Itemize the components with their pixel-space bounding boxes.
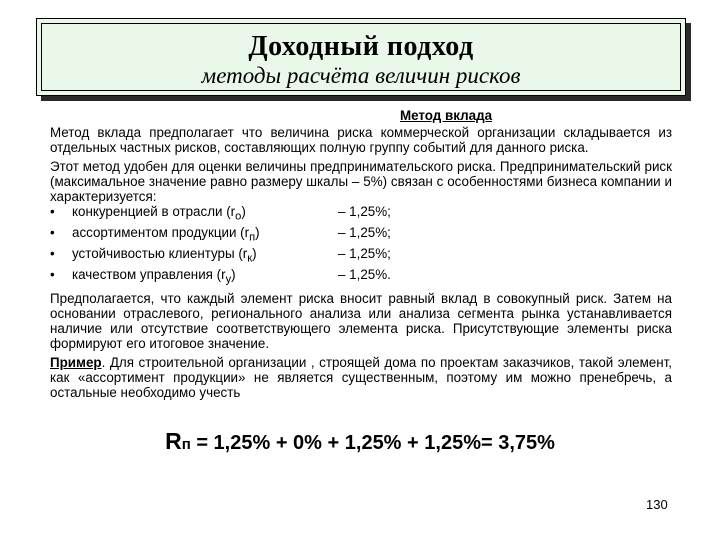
header-box <box>36 18 686 96</box>
example-label: Пример <box>50 354 102 370</box>
bullet-marker: • <box>50 204 55 220</box>
risk-formula <box>0 428 720 455</box>
formula-symbol: R <box>165 428 182 454</box>
bullet-text: ассортиментом продукции (r <box>72 225 250 241</box>
bullet-marker: • <box>50 245 55 261</box>
content-area <box>50 108 672 403</box>
paragraph-description: Этот метод удобен для оценки величины предпринимательского риска. Предпринимательский риск (максимальное значение равно размеру шкалы – 5%) связан с особенностями бизнеса компании и характеризуется: <box>50 158 672 205</box>
bullet-text: качеством управления (r <box>72 266 226 282</box>
bullet-value: – 1,25%; <box>338 204 391 220</box>
paragraph-assumption: Предполагается, что каждый элемент риска вносит равный вклад в совокупный риск. Затем на основании отраслевого, регионального анализа или анализа сегмента рынка устанавливается наличие или отсутствие соответствующего элемента риска. Присутствующие элементы риска формируют его итоговое значение. <box>50 290 672 352</box>
bullet-item: • конкуренцией в отрасли $(r_о)$ – 1,25%; <box>50 204 672 225</box>
bullet-subscript: у <box>225 273 232 286</box>
bullet-subscript: о <box>235 210 242 223</box>
bullet-item: • качеством управления $(r_у)$ – 1,25%. <box>50 267 672 288</box>
bullet-item: • устойчивостью клиентуры $(r_к)$ – 1,25%; <box>50 246 672 267</box>
formula-expression: = 1,25% + 0% + 1,25% + 1,25%= 3,75% <box>190 432 555 454</box>
page-number: 130 <box>646 497 668 512</box>
paragraph-definition: Метод вклада предполагает что величина риска коммерческой организации складывается из отдельных частных рисков, составляющих полную группу событий для данного риска. <box>50 125 672 156</box>
slide-title: Доходный подход <box>248 31 474 62</box>
bullet-value: – 1,25%; <box>338 225 391 241</box>
slide-subtitle: методы расчёта величин рисков <box>201 63 521 88</box>
bullet-item: • ассортиментом продукции $(r_п)$ – 1,25%; <box>50 225 672 246</box>
bullet-value: – 1,25%. <box>338 266 391 282</box>
example-text: . Для строительной организации , строящей дома по проектам заказчиков, такой элемент, как «ассортимент продукции» не является существенным, поэтому им можно пренебречь, а остальные необходимо учесть <box>50 354 672 400</box>
bullet-marker: • <box>50 225 55 241</box>
bullet-text: конкуренцией в отрасли (r <box>72 204 236 220</box>
formula-subscript: п <box>181 436 191 453</box>
section-title: Метод вклада <box>399 108 493 123</box>
bullet-subscript: к <box>247 252 253 265</box>
bullet-value: – 1,25%; <box>338 245 391 261</box>
header-inner-frame <box>41 23 681 91</box>
bullet-subscript: п <box>249 231 256 244</box>
paragraph-example <box>50 355 672 401</box>
bullet-text: устойчивостью клиентуры (r <box>72 245 248 261</box>
bullet-marker: • <box>50 266 55 282</box>
bullet-list <box>50 204 672 288</box>
